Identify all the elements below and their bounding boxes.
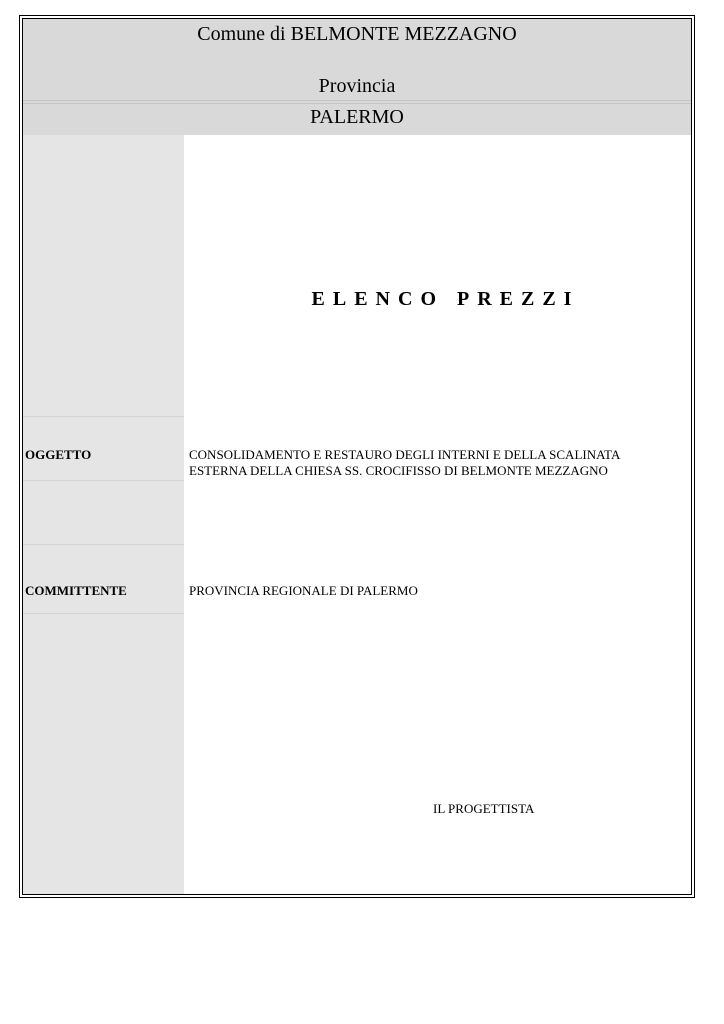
oggetto-line-1: CONSOLIDAMENTO E RESTAURO DEGLI INTERNI E DELLA SCALINATA	[189, 447, 621, 462]
provincia-name: PALERMO	[310, 106, 404, 128]
left-column-divider	[23, 544, 184, 545]
comune-heading: Comune di BELMONTE MEZZAGNO	[197, 23, 517, 45]
oggetto-label: OGGETTO	[25, 447, 92, 462]
left-column	[23, 135, 184, 894]
left-column-divider	[23, 480, 184, 481]
committente-label: COMMITTENTE	[25, 583, 127, 598]
provincia-label: Provincia	[318, 75, 396, 97]
document-title: ELENCO PREZZI	[311, 288, 580, 310]
progettista-label: IL PROGETTISTA	[433, 801, 535, 816]
header-divider	[23, 103, 691, 104]
header-divider	[23, 100, 691, 101]
left-column-divider	[23, 613, 184, 614]
committente-value: PROVINCIA REGIONALE DI PALERMO	[189, 583, 418, 598]
left-column-divider	[23, 416, 184, 417]
oggetto-line-2: ESTERNA DELLA CHIESA SS. CROCIFISSO DI BELMONTE MEZZAGNO	[189, 463, 608, 478]
